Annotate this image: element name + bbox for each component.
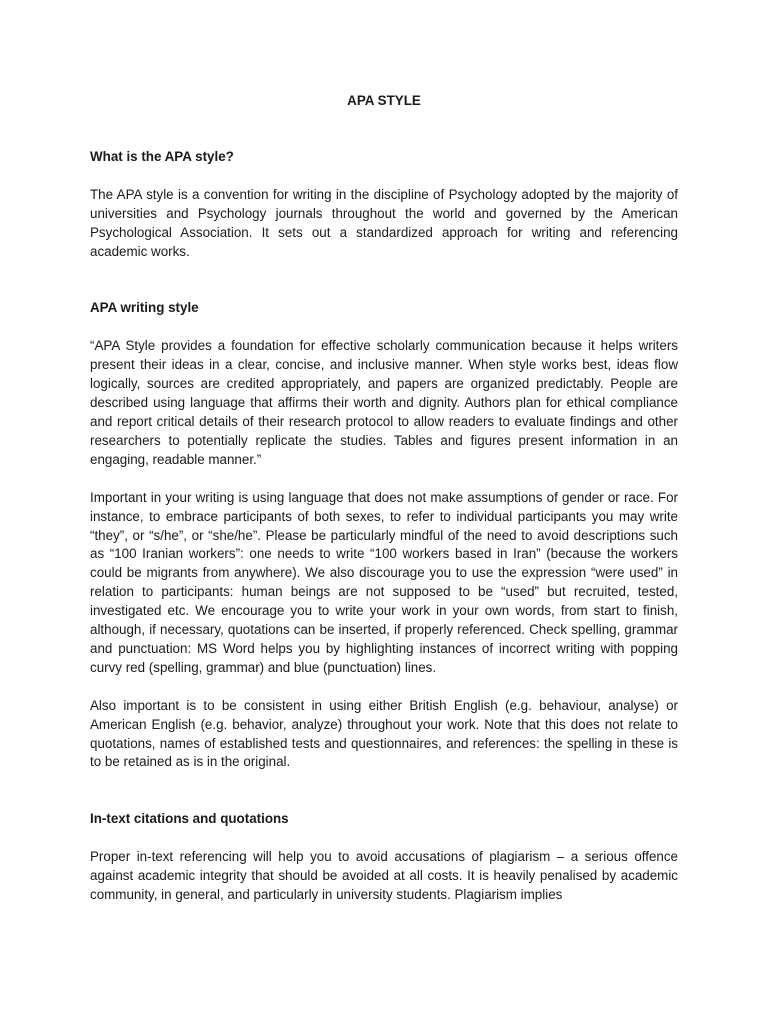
paragraph-inclusive-language: Important in your writing is using language that does not make assumptions of gender or race. For instance, to embrace participants of both sexes, to refer to individual participants you may write “they”, or “s/he”, or “she/he”. Please be particularly mindful of the need to avoid descriptions such as “100 Iranian workers”: one needs to write “100 workers based in Iran” (because the workers could be migrants from anywhere). We also discourage you to use the expression “were used” in relation to participants: human beings are not supposed to be “used” but recruited, tested, investigated etc. We encourage you to write your work in your own words, from start to finish, although, if necessary, quotations can be inserted, if properly referenced. Check spelling, grammar and punctuation: MS Word helps you by highlighting instances of incorrect writing with popping curvy red (spelling, grammar) and blue (punctuation) lines. xyxy=(90,489,678,675)
section-spacer xyxy=(90,791,678,810)
section-spacer xyxy=(90,280,678,299)
document-title: APA STYLE xyxy=(347,93,421,108)
section-heading-citations: In-text citations and quotations xyxy=(90,811,289,827)
paragraph-spelling-consistency: Also important is to be consistent in using either British English (e.g. behaviour, analyse) or American English (e.g. behavior, analyze) throughout your work. Note that this does not relate to quotations, names of established tests and questionnaires, and references: the spelling in these is to be retained as is in the original. xyxy=(90,697,678,770)
paragraph-apa-quote: “APA Style provides a foundation for effective scholarly communication because it helps writers present their ideas in a clear, concise, and inclusive manner. When style works best, ideas flow logically, sources are credited appropriately, and papers are organized predictably. People are described using language that affirms their worth and dignity. Authors plan for ethical compliance and report critical details of their research protocol to allow readers to evaluate findings and other researchers to potentially replicate the studies. Tables and figures present information in an engaging, readable manner.” xyxy=(90,338,678,467)
section-heading-what-is-apa: What is the APA style? xyxy=(90,148,234,164)
paragraph-plagiarism: Proper in-text referencing will help you to avoid accusations of plagiarism – a serious offence against academic integrity that should be avoided at all costs. It is heavily penalised by academic community, in general, and particularly in university students. Plagiarism implies xyxy=(90,849,678,903)
paragraph-apa-definition: The APA style is a convention for writing in the discipline of Psychology adopted by the majority of universities and Psychology journals throughout the world and governed by the American Psychological Association. It sets out a standardized approach for writing and referencing academic works. xyxy=(90,186,678,259)
section-heading-writing-style: APA writing style xyxy=(90,300,199,316)
document-page xyxy=(90,92,678,905)
